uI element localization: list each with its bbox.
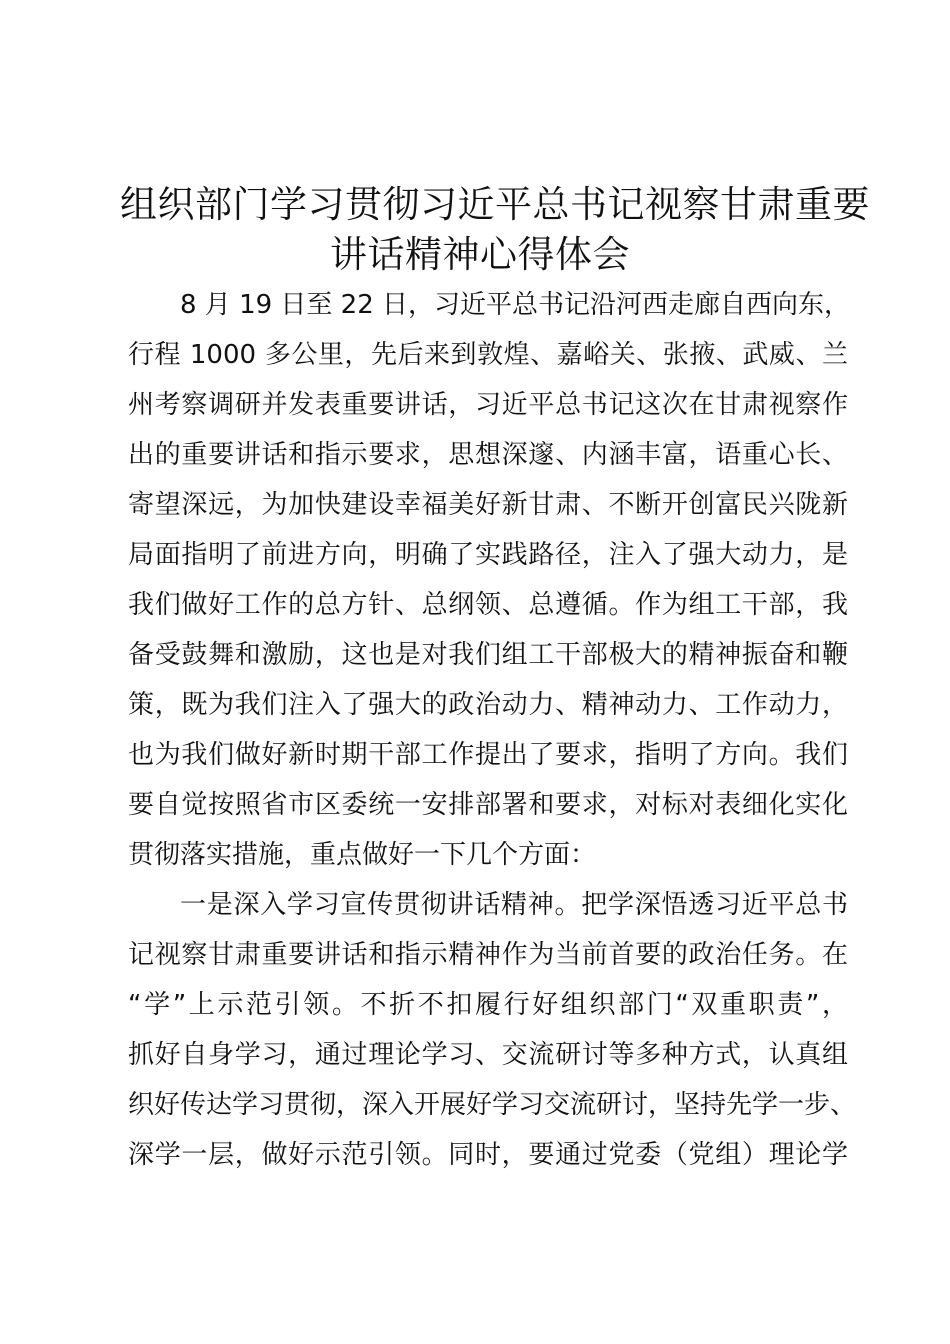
paragraph-2 — [128, 880, 857, 1180]
paragraph-1 — [128, 280, 851, 880]
paragraph-line: 行程 1000 多公里，先后来到敦煌、嘉峪关、张掖、武威、兰 — [128, 340, 848, 370]
paragraph-line: 织好传达学习贯彻，深入开展好学习交流研讨，坚持先学一步、 — [128, 1090, 857, 1120]
paragraph-line: 8 月 19 日至 22 日，习近平总书记沿河西走廊自西向东， — [180, 290, 851, 320]
title-line-2: 讲话精神心得体会 — [330, 233, 630, 276]
paragraph-line: 寄望深远，为加快建设幸福美好新甘肃、不断开创富民兴陇新 — [128, 490, 848, 520]
paragraph-line: 一是深入学习宣传贯彻讲话精神。把学深悟透习近平总书 — [180, 890, 848, 920]
paragraph-line: 贯彻落实措施，重点做好一下几个方面： — [128, 840, 597, 870]
document-body — [128, 280, 857, 1180]
paragraph-line: 州考察调研并发表重要讲话，习近平总书记这次在甘肃视察作 — [128, 390, 848, 420]
paragraph-line: 要自觉按照省市区委统一安排部署和要求，对标对表细化实化 — [128, 790, 848, 820]
paragraph-line: 也为我们做好新时期干部工作提出了要求，指明了方向。我们 — [128, 740, 848, 770]
paragraph-line: 记视察甘肃重要讲话和指示精神作为当前首要的政治任务。在 — [128, 940, 848, 970]
paragraph-line: “学”上示范引领。不折不扣履行好组织部门“双重职责”， — [128, 990, 848, 1020]
paragraph-line: 策，既为我们注入了强大的政治动力、精神动力、工作动力， — [128, 690, 848, 720]
paragraph-line: 备受鼓舞和激励，这也是对我们组工干部极大的精神振奋和鞭 — [128, 640, 848, 670]
document-title — [120, 180, 870, 280]
paragraph-line: 出的重要讲话和指示要求，思想深邃、内涵丰富，语重心长、 — [128, 440, 848, 470]
paragraph-line: 我们做好工作的总方针、总纲领、总遵循。作为组工干部，我 — [128, 590, 848, 620]
title-line-1: 组织部门学习贯彻习近平总书记视察甘肃重要 — [120, 183, 870, 226]
paragraph-line: 局面指明了前进方向，明确了实践路径，注入了强大动力，是 — [128, 540, 848, 570]
paragraph-line: 抓好自身学习，通过理论学习、交流研讨等多种方式，认真组 — [128, 1040, 848, 1070]
paragraph-line: 深学一层，做好示范引领。同时，要通过党委（党组）理论学 — [128, 1140, 848, 1170]
